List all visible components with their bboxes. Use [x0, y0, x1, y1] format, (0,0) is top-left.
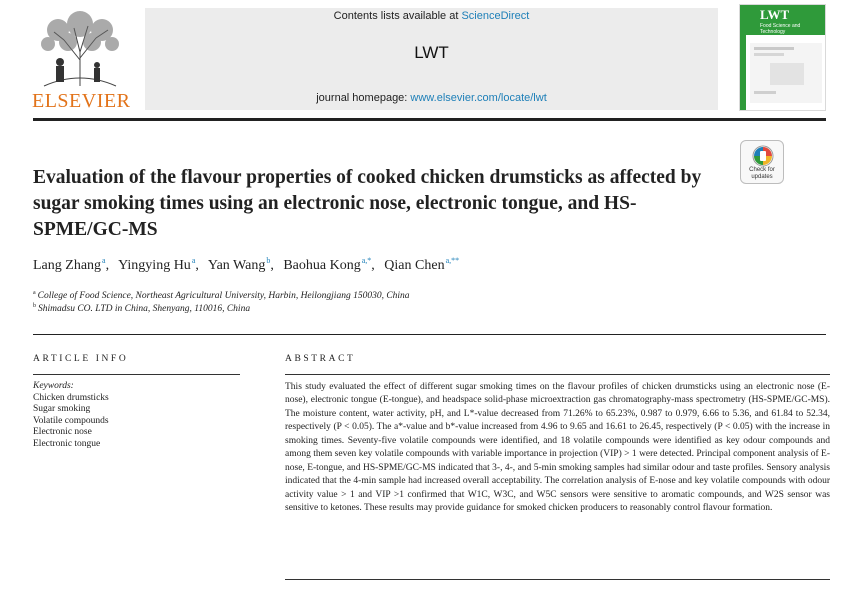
author-name: Yingying Hu	[118, 258, 191, 273]
section-rule	[33, 334, 826, 335]
author-sup[interactable]: a,*	[361, 256, 372, 265]
author-3[interactable]: Yan Wang$^b$,	[207, 256, 274, 273]
author-sup[interactable]: a,**	[445, 256, 460, 265]
affiliation-mark: a	[33, 290, 36, 296]
author-name: Qian Chen	[384, 258, 445, 273]
author-name: Baohua Kong	[283, 258, 361, 273]
contents-line	[145, 10, 718, 22]
author-4[interactable]: Baohua Kong$^{a,*}$,	[283, 256, 375, 273]
cover-spine	[740, 5, 746, 110]
keywords-label: Keywords:	[33, 381, 74, 391]
affiliation-b	[33, 303, 250, 314]
homepage-line	[145, 92, 718, 104]
affiliation-text: College of Food Science, Northeast Agricultural University, Harbin, Heilongjiang 150030, China	[37, 291, 410, 301]
author-1[interactable]: Lang Zhang$^a$,	[33, 256, 110, 273]
keyword: Chicken drumsticks	[33, 392, 109, 403]
journal-header-box	[145, 8, 718, 110]
cover-subtitle: Food Science and Technology	[760, 23, 801, 35]
keywords-block	[33, 381, 109, 451]
cover-title: LWT	[760, 7, 790, 22]
cover-artwork	[750, 43, 822, 103]
author-name: Yan Wang	[207, 258, 266, 273]
homepage-prefix: journal homepage:	[316, 92, 411, 104]
article-title: Evaluation of the flavour properties of cooked chicken drumsticks as affected by sugar smoking times using an electronic nose, electronic tongue, and HS-SPME/GC-MS	[33, 167, 702, 240]
keyword: Volatile compounds	[33, 415, 109, 426]
author-name: Lang Zhang	[33, 258, 102, 273]
affiliation-text: Shimadsu CO. LTD in China, Shenyang, 110016, China	[38, 304, 251, 314]
keyword: Electronic tongue	[33, 438, 101, 449]
abstract-bottom-rule	[285, 579, 830, 580]
journal-cover[interactable]	[739, 4, 826, 111]
homepage-link[interactable]: www.elsevier.com/locate/lwt	[410, 92, 547, 104]
author-5[interactable]	[384, 258, 459, 273]
article-info-rule	[33, 374, 240, 375]
header-rule	[33, 118, 826, 121]
elsevier-tree-icon	[34, 10, 126, 88]
journal-name: LWT	[414, 43, 449, 62]
author-2[interactable]: Yingying Hu$^a$,	[118, 256, 199, 273]
publisher-name: ELSEVIER	[32, 90, 131, 112]
abstract-rule	[285, 374, 830, 375]
contents-prefix: Contents lists available at	[333, 10, 462, 22]
author-sup[interactable]: a	[191, 256, 196, 265]
keyword: Electronic nose	[33, 427, 92, 438]
author-sup[interactable]: b	[266, 256, 271, 265]
affiliation-a	[33, 290, 410, 301]
abstract-text: This study evaluated the effect of different sugar smoking times on the flavour profiles of chicken drumsticks using an electronic nose (E-nose), electronic tongue (E-tongue), and headspace solid-phase microextraction gas chromatography-mass spectrometry (HS-SPME/GC-MS). The moisture content, water activity, pH, and L*-value decreased from 71.26% to 65.23%, 0.987 to 0.979, 6.66 to 5.36, and 61.84 to 52.34, respectively (P < 0.05). The a*-value and b*-value increased from 4.96 to 9.65 and 16.61 to 26.45, respectively (P < 0.05) with the increase in smoking times. Seventy-five volatile compounds were identified, and 18 volatile compounds were identified as key odour compounds and among them seven key volatile compounds with variable importance in projection (VIP) > 1 were detected. Principal component analysis of E-nose, E-tongue, and HS-SPME/GC-MS indicated that 3-, 4-, and 5-min smoking samples had similar odour and taste profiles. Sensory analysis indicated that the 4-min sample had increased overall acceptability. The correlation analysis of E-nose and key volatile compounds with odour activity value > 1 and VIP >1 confirmed that W1C, W3C, and W5C sensors were sensitive to aromatic compounds, and W2S sensor was sensitive to ketones. These results may provide guidance for smoked chicken producers to reasonably control flavour formation.	[285, 382, 830, 514]
keyword: Sugar smoking	[33, 404, 91, 415]
affiliation-mark: b	[33, 303, 36, 309]
check-for-updates-label: Check for updates	[749, 167, 775, 180]
elsevier-logo[interactable]	[30, 10, 131, 114]
abstract-heading: ABSTRACT	[285, 354, 356, 364]
sciencedirect-link[interactable]: ScienceDirect	[461, 10, 530, 22]
author-sup[interactable]: a	[102, 256, 106, 265]
check-for-updates-icon	[751, 144, 775, 168]
article-info-heading: ARTICLE INFO	[33, 354, 129, 364]
check-for-updates-button[interactable]	[740, 140, 784, 184]
author-list	[33, 256, 465, 274]
